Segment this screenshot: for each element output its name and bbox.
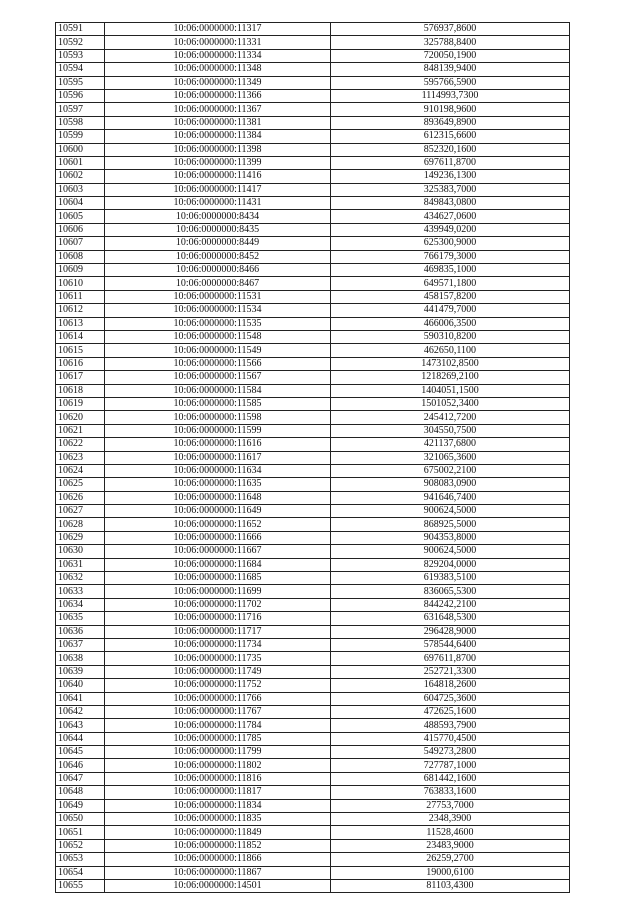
table-row bbox=[56, 156, 570, 169]
cadastral-value-cell: 441479,7000 bbox=[331, 304, 570, 317]
cadastral-number-cell: 10:06:0000000:11366 bbox=[105, 89, 331, 102]
cadastral-value-cell: 26259,2700 bbox=[331, 853, 570, 866]
row-number-cell: 10616 bbox=[56, 357, 105, 370]
cadastral-value-cell: 1473102,8500 bbox=[331, 357, 570, 370]
cadastral-value-cell: 631648,5300 bbox=[331, 612, 570, 625]
row-number-cell: 10637 bbox=[56, 638, 105, 651]
cadastral-number-cell: 10:06:0000000:11634 bbox=[105, 464, 331, 477]
cadastral-value-cell: 763833,1600 bbox=[331, 786, 570, 799]
table-row bbox=[56, 143, 570, 156]
table-row bbox=[56, 866, 570, 879]
cadastral-number-cell: 10:06:0000000:11817 bbox=[105, 786, 331, 799]
cadastral-number-cell: 10:06:0000000:11431 bbox=[105, 197, 331, 210]
table-row bbox=[56, 76, 570, 89]
row-number-cell: 10597 bbox=[56, 103, 105, 116]
cadastral-value-cell: 325383,7000 bbox=[331, 183, 570, 196]
row-number-cell: 10599 bbox=[56, 130, 105, 143]
row-number-cell: 10600 bbox=[56, 143, 105, 156]
table-row bbox=[56, 826, 570, 839]
cadastral-number-cell: 10:06:0000000:11334 bbox=[105, 49, 331, 62]
cadastral-number-cell: 10:06:0000000:11784 bbox=[105, 719, 331, 732]
row-number-cell: 10612 bbox=[56, 304, 105, 317]
cadastral-number-cell: 10:06:0000000:8466 bbox=[105, 264, 331, 277]
table-body bbox=[56, 23, 570, 893]
row-number-cell: 10617 bbox=[56, 371, 105, 384]
cadastral-value-cell: 720050,1900 bbox=[331, 49, 570, 62]
table-row bbox=[56, 638, 570, 651]
cadastral-value-cell: 727787,1000 bbox=[331, 759, 570, 772]
cadastral-number-cell: 10:06:0000000:11635 bbox=[105, 478, 331, 491]
row-number-cell: 10628 bbox=[56, 518, 105, 531]
table-row bbox=[56, 839, 570, 852]
table-row bbox=[56, 518, 570, 531]
cadastral-value-cell: 304550,7500 bbox=[331, 424, 570, 437]
table-row bbox=[56, 357, 570, 370]
row-number-cell: 10613 bbox=[56, 317, 105, 330]
cadastral-value-cell: 612315,6600 bbox=[331, 130, 570, 143]
table-row bbox=[56, 665, 570, 678]
table-row bbox=[56, 880, 570, 893]
cadastral-number-cell: 10:06:0000000:11399 bbox=[105, 156, 331, 169]
cadastral-value-cell: 1218269,2100 bbox=[331, 371, 570, 384]
cadastral-value-cell: 434627,0600 bbox=[331, 210, 570, 223]
cadastral-number-cell: 10:06:0000000:11317 bbox=[105, 23, 331, 36]
cadastral-number-cell: 10:06:0000000:11816 bbox=[105, 772, 331, 785]
cadastral-value-cell: 910198,9600 bbox=[331, 103, 570, 116]
table-row bbox=[56, 438, 570, 451]
table-row bbox=[56, 505, 570, 518]
cadastral-value-cell: 576937,8600 bbox=[331, 23, 570, 36]
cadastral-value-cell: 604725,3600 bbox=[331, 692, 570, 705]
table-row bbox=[56, 49, 570, 62]
row-number-cell: 10598 bbox=[56, 116, 105, 129]
row-number-cell: 10592 bbox=[56, 36, 105, 49]
table-row bbox=[56, 317, 570, 330]
cadastral-value-cell: 252721,3300 bbox=[331, 665, 570, 678]
table-row bbox=[56, 223, 570, 236]
cadastral-value-cell: 697611,8700 bbox=[331, 652, 570, 665]
cadastral-number-cell: 10:06:0000000:11835 bbox=[105, 813, 331, 826]
cadastral-value-cell: 2348,3900 bbox=[331, 813, 570, 826]
row-number-cell: 10620 bbox=[56, 411, 105, 424]
cadastral-number-cell: 10:06:0000000:11734 bbox=[105, 638, 331, 651]
table-row bbox=[56, 531, 570, 544]
row-number-cell: 10640 bbox=[56, 679, 105, 692]
cadastral-number-cell: 10:06:0000000:11652 bbox=[105, 518, 331, 531]
cadastral-value-cell: 81103,4300 bbox=[331, 880, 570, 893]
row-number-cell: 10642 bbox=[56, 705, 105, 718]
cadastral-number-cell: 10:06:0000000:11684 bbox=[105, 558, 331, 571]
row-number-cell: 10608 bbox=[56, 250, 105, 263]
cadastral-value-cell: 900624,5000 bbox=[331, 505, 570, 518]
cadastral-value-cell: 462650,1100 bbox=[331, 344, 570, 357]
row-number-cell: 10631 bbox=[56, 558, 105, 571]
cadastral-number-cell: 10:06:0000000:11649 bbox=[105, 505, 331, 518]
table-row bbox=[56, 371, 570, 384]
cadastral-number-cell: 10:06:0000000:11785 bbox=[105, 732, 331, 745]
row-number-cell: 10618 bbox=[56, 384, 105, 397]
cadastral-number-cell: 10:06:0000000:11749 bbox=[105, 665, 331, 678]
row-number-cell: 10593 bbox=[56, 49, 105, 62]
cadastral-value-cell: 321065,3600 bbox=[331, 451, 570, 464]
row-number-cell: 10626 bbox=[56, 491, 105, 504]
row-number-cell: 10651 bbox=[56, 826, 105, 839]
row-number-cell: 10595 bbox=[56, 76, 105, 89]
cadastral-number-cell: 10:06:0000000:11567 bbox=[105, 371, 331, 384]
table-row bbox=[56, 330, 570, 343]
row-number-cell: 10633 bbox=[56, 585, 105, 598]
table-row bbox=[56, 759, 570, 772]
row-number-cell: 10632 bbox=[56, 572, 105, 585]
cadastral-number-cell: 10:06:0000000:11549 bbox=[105, 344, 331, 357]
cadastral-number-cell: 10:06:0000000:11531 bbox=[105, 290, 331, 303]
row-number-cell: 10619 bbox=[56, 397, 105, 410]
table-row bbox=[56, 397, 570, 410]
cadastral-number-cell: 10:06:0000000:11702 bbox=[105, 598, 331, 611]
cadastral-number-cell: 10:06:0000000:11685 bbox=[105, 572, 331, 585]
cadastral-number-cell: 10:06:0000000:11767 bbox=[105, 705, 331, 718]
cadastral-value-cell: 904353,8000 bbox=[331, 531, 570, 544]
cadastral-value-cell: 421137,6800 bbox=[331, 438, 570, 451]
row-number-cell: 10625 bbox=[56, 478, 105, 491]
cadastral-value-cell: 164818,2600 bbox=[331, 679, 570, 692]
cadastral-value-cell: 766179,3000 bbox=[331, 250, 570, 263]
table-row bbox=[56, 250, 570, 263]
row-number-cell: 10635 bbox=[56, 612, 105, 625]
row-number-cell: 10646 bbox=[56, 759, 105, 772]
cadastral-value-cell: 472625,1600 bbox=[331, 705, 570, 718]
cadastral-number-cell: 10:06:0000000:11599 bbox=[105, 424, 331, 437]
row-number-cell: 10627 bbox=[56, 505, 105, 518]
row-number-cell: 10594 bbox=[56, 63, 105, 76]
cadastral-value-cell: 1501052,3400 bbox=[331, 397, 570, 410]
cadastral-number-cell: 10:06:0000000:11398 bbox=[105, 143, 331, 156]
table-row bbox=[56, 705, 570, 718]
cadastral-value-cell: 590310,8200 bbox=[331, 330, 570, 343]
row-number-cell: 10615 bbox=[56, 344, 105, 357]
table-row bbox=[56, 290, 570, 303]
table-row bbox=[56, 652, 570, 665]
cadastral-number-cell: 10:06:0000000:11699 bbox=[105, 585, 331, 598]
cadastral-number-cell: 10:06:0000000:11766 bbox=[105, 692, 331, 705]
cadastral-value-cell: 245412,7200 bbox=[331, 411, 570, 424]
cadastral-value-cell: 458157,8200 bbox=[331, 290, 570, 303]
cadastral-number-cell: 10:06:0000000:11867 bbox=[105, 866, 331, 879]
cadastral-number-cell: 10:06:0000000:11585 bbox=[105, 397, 331, 410]
row-number-cell: 10622 bbox=[56, 438, 105, 451]
cadastral-value-cell: 848139,9400 bbox=[331, 63, 570, 76]
cadastral-value-cell: 829204,0000 bbox=[331, 558, 570, 571]
row-number-cell: 10604 bbox=[56, 197, 105, 210]
table-row bbox=[56, 384, 570, 397]
cadastral-number-cell: 10:06:0000000:11802 bbox=[105, 759, 331, 772]
table-row bbox=[56, 853, 570, 866]
cadastral-value-cell: 1114993,7300 bbox=[331, 89, 570, 102]
cadastral-value-cell: 469835,1000 bbox=[331, 264, 570, 277]
cadastral-value-cell: 149236,1300 bbox=[331, 170, 570, 183]
cadastral-number-cell: 10:06:0000000:8452 bbox=[105, 250, 331, 263]
cadastral-number-cell: 10:06:0000000:8467 bbox=[105, 277, 331, 290]
row-number-cell: 10605 bbox=[56, 210, 105, 223]
cadastral-number-cell: 10:06:0000000:8449 bbox=[105, 237, 331, 250]
cadastral-value-cell: 466006,3500 bbox=[331, 317, 570, 330]
table-row bbox=[56, 625, 570, 638]
cadastral-value-cell: 675002,2100 bbox=[331, 464, 570, 477]
cadastral-number-cell: 10:06:0000000:8434 bbox=[105, 210, 331, 223]
cadastral-number-cell: 10:06:0000000:11849 bbox=[105, 826, 331, 839]
cadastral-number-cell: 10:06:0000000:11367 bbox=[105, 103, 331, 116]
cadastral-value-table bbox=[55, 22, 570, 893]
table-row bbox=[56, 277, 570, 290]
cadastral-value-cell: 649571,1800 bbox=[331, 277, 570, 290]
cadastral-number-cell: 10:06:0000000:11331 bbox=[105, 36, 331, 49]
table-row bbox=[56, 679, 570, 692]
table-row bbox=[56, 63, 570, 76]
cadastral-number-cell: 10:06:0000000:11717 bbox=[105, 625, 331, 638]
row-number-cell: 10606 bbox=[56, 223, 105, 236]
cadastral-value-cell: 941646,7400 bbox=[331, 491, 570, 504]
cadastral-number-cell: 10:06:0000000:11348 bbox=[105, 63, 331, 76]
row-number-cell: 10648 bbox=[56, 786, 105, 799]
row-number-cell: 10638 bbox=[56, 652, 105, 665]
cadastral-value-cell: 415770,4500 bbox=[331, 732, 570, 745]
table-row bbox=[56, 130, 570, 143]
cadastral-number-cell: 10:06:0000000:11598 bbox=[105, 411, 331, 424]
cadastral-number-cell: 10:06:0000000:8435 bbox=[105, 223, 331, 236]
cadastral-value-cell: 868925,5000 bbox=[331, 518, 570, 531]
cadastral-value-cell: 619383,5100 bbox=[331, 572, 570, 585]
cadastral-value-cell: 893649,8900 bbox=[331, 116, 570, 129]
row-number-cell: 10649 bbox=[56, 799, 105, 812]
cadastral-number-cell: 10:06:0000000:11548 bbox=[105, 330, 331, 343]
row-number-cell: 10602 bbox=[56, 170, 105, 183]
table-row bbox=[56, 424, 570, 437]
cadastral-number-cell: 10:06:0000000:11381 bbox=[105, 116, 331, 129]
cadastral-value-cell: 549273,2800 bbox=[331, 746, 570, 759]
row-number-cell: 10607 bbox=[56, 237, 105, 250]
table-row bbox=[56, 464, 570, 477]
row-number-cell: 10653 bbox=[56, 853, 105, 866]
table-row bbox=[56, 786, 570, 799]
cadastral-number-cell: 10:06:0000000:14501 bbox=[105, 880, 331, 893]
table-row bbox=[56, 692, 570, 705]
row-number-cell: 10641 bbox=[56, 692, 105, 705]
cadastral-number-cell: 10:06:0000000:11617 bbox=[105, 451, 331, 464]
table-row bbox=[56, 170, 570, 183]
cadastral-value-cell: 900624,5000 bbox=[331, 545, 570, 558]
table-row bbox=[56, 411, 570, 424]
row-number-cell: 10636 bbox=[56, 625, 105, 638]
row-number-cell: 10647 bbox=[56, 772, 105, 785]
cadastral-number-cell: 10:06:0000000:11384 bbox=[105, 130, 331, 143]
cadastral-number-cell: 10:06:0000000:11349 bbox=[105, 76, 331, 89]
table-row bbox=[56, 183, 570, 196]
row-number-cell: 10611 bbox=[56, 290, 105, 303]
cadastral-value-cell: 844242,2100 bbox=[331, 598, 570, 611]
table-row bbox=[56, 237, 570, 250]
cadastral-number-cell: 10:06:0000000:11752 bbox=[105, 679, 331, 692]
row-number-cell: 10591 bbox=[56, 23, 105, 36]
table-row bbox=[56, 103, 570, 116]
table-row bbox=[56, 210, 570, 223]
table-row bbox=[56, 545, 570, 558]
row-number-cell: 10603 bbox=[56, 183, 105, 196]
table-row bbox=[56, 558, 570, 571]
table-row bbox=[56, 451, 570, 464]
cadastral-value-cell: 23483,9000 bbox=[331, 839, 570, 852]
row-number-cell: 10629 bbox=[56, 531, 105, 544]
table-row bbox=[56, 598, 570, 611]
row-number-cell: 10601 bbox=[56, 156, 105, 169]
cadastral-number-cell: 10:06:0000000:11416 bbox=[105, 170, 331, 183]
row-number-cell: 10621 bbox=[56, 424, 105, 437]
cadastral-value-cell: 488593,7900 bbox=[331, 719, 570, 732]
row-number-cell: 10639 bbox=[56, 665, 105, 678]
row-number-cell: 10624 bbox=[56, 464, 105, 477]
cadastral-value-cell: 296428,9000 bbox=[331, 625, 570, 638]
table-row bbox=[56, 478, 570, 491]
cadastral-value-cell: 11528,4600 bbox=[331, 826, 570, 839]
cadastral-number-cell: 10:06:0000000:11534 bbox=[105, 304, 331, 317]
row-number-cell: 10609 bbox=[56, 264, 105, 277]
row-number-cell: 10655 bbox=[56, 880, 105, 893]
table-row bbox=[56, 36, 570, 49]
cadastral-number-cell: 10:06:0000000:11667 bbox=[105, 545, 331, 558]
cadastral-number-cell: 10:06:0000000:11735 bbox=[105, 652, 331, 665]
table-row bbox=[56, 772, 570, 785]
table-row bbox=[56, 719, 570, 732]
cadastral-number-cell: 10:06:0000000:11716 bbox=[105, 612, 331, 625]
row-number-cell: 10650 bbox=[56, 813, 105, 826]
cadastral-number-cell: 10:06:0000000:11417 bbox=[105, 183, 331, 196]
cadastral-number-cell: 10:06:0000000:11852 bbox=[105, 839, 331, 852]
table-row bbox=[56, 799, 570, 812]
row-number-cell: 10630 bbox=[56, 545, 105, 558]
table-row bbox=[56, 612, 570, 625]
table-row bbox=[56, 746, 570, 759]
table-row bbox=[56, 89, 570, 102]
table-row bbox=[56, 585, 570, 598]
row-number-cell: 10645 bbox=[56, 746, 105, 759]
cadastral-value-cell: 849843,0800 bbox=[331, 197, 570, 210]
row-number-cell: 10643 bbox=[56, 719, 105, 732]
cadastral-value-cell: 836065,5300 bbox=[331, 585, 570, 598]
row-number-cell: 10596 bbox=[56, 89, 105, 102]
cadastral-value-cell: 27753,7000 bbox=[331, 799, 570, 812]
cadastral-value-cell: 908083,0900 bbox=[331, 478, 570, 491]
cadastral-value-cell: 625300,9000 bbox=[331, 237, 570, 250]
cadastral-value-cell: 852320,1600 bbox=[331, 143, 570, 156]
cadastral-value-cell: 595766,5900 bbox=[331, 76, 570, 89]
cadastral-number-cell: 10:06:0000000:11648 bbox=[105, 491, 331, 504]
table-row bbox=[56, 732, 570, 745]
row-number-cell: 10654 bbox=[56, 866, 105, 879]
cadastral-value-cell: 681442,1600 bbox=[331, 772, 570, 785]
row-number-cell: 10634 bbox=[56, 598, 105, 611]
cadastral-number-cell: 10:06:0000000:11535 bbox=[105, 317, 331, 330]
row-number-cell: 10652 bbox=[56, 839, 105, 852]
table-row bbox=[56, 813, 570, 826]
cadastral-value-cell: 1404051,1500 bbox=[331, 384, 570, 397]
cadastral-value-cell: 325788,8400 bbox=[331, 36, 570, 49]
cadastral-value-cell: 697611,8700 bbox=[331, 156, 570, 169]
cadastral-number-cell: 10:06:0000000:11584 bbox=[105, 384, 331, 397]
table-row bbox=[56, 197, 570, 210]
row-number-cell: 10623 bbox=[56, 451, 105, 464]
table-row bbox=[56, 491, 570, 504]
cadastral-value-cell: 439949,0200 bbox=[331, 223, 570, 236]
table-row bbox=[56, 264, 570, 277]
table-row bbox=[56, 572, 570, 585]
cadastral-number-cell: 10:06:0000000:11566 bbox=[105, 357, 331, 370]
cadastral-value-cell: 578544,6400 bbox=[331, 638, 570, 651]
row-number-cell: 10614 bbox=[56, 330, 105, 343]
table-row bbox=[56, 344, 570, 357]
cadastral-number-cell: 10:06:0000000:11616 bbox=[105, 438, 331, 451]
row-number-cell: 10610 bbox=[56, 277, 105, 290]
cadastral-number-cell: 10:06:0000000:11799 bbox=[105, 746, 331, 759]
cadastral-number-cell: 10:06:0000000:11834 bbox=[105, 799, 331, 812]
table-row bbox=[56, 304, 570, 317]
table-row bbox=[56, 116, 570, 129]
row-number-cell: 10644 bbox=[56, 732, 105, 745]
table-row bbox=[56, 23, 570, 36]
cadastral-value-cell: 19000,6100 bbox=[331, 866, 570, 879]
cadastral-number-cell: 10:06:0000000:11866 bbox=[105, 853, 331, 866]
cadastral-number-cell: 10:06:0000000:11666 bbox=[105, 531, 331, 544]
